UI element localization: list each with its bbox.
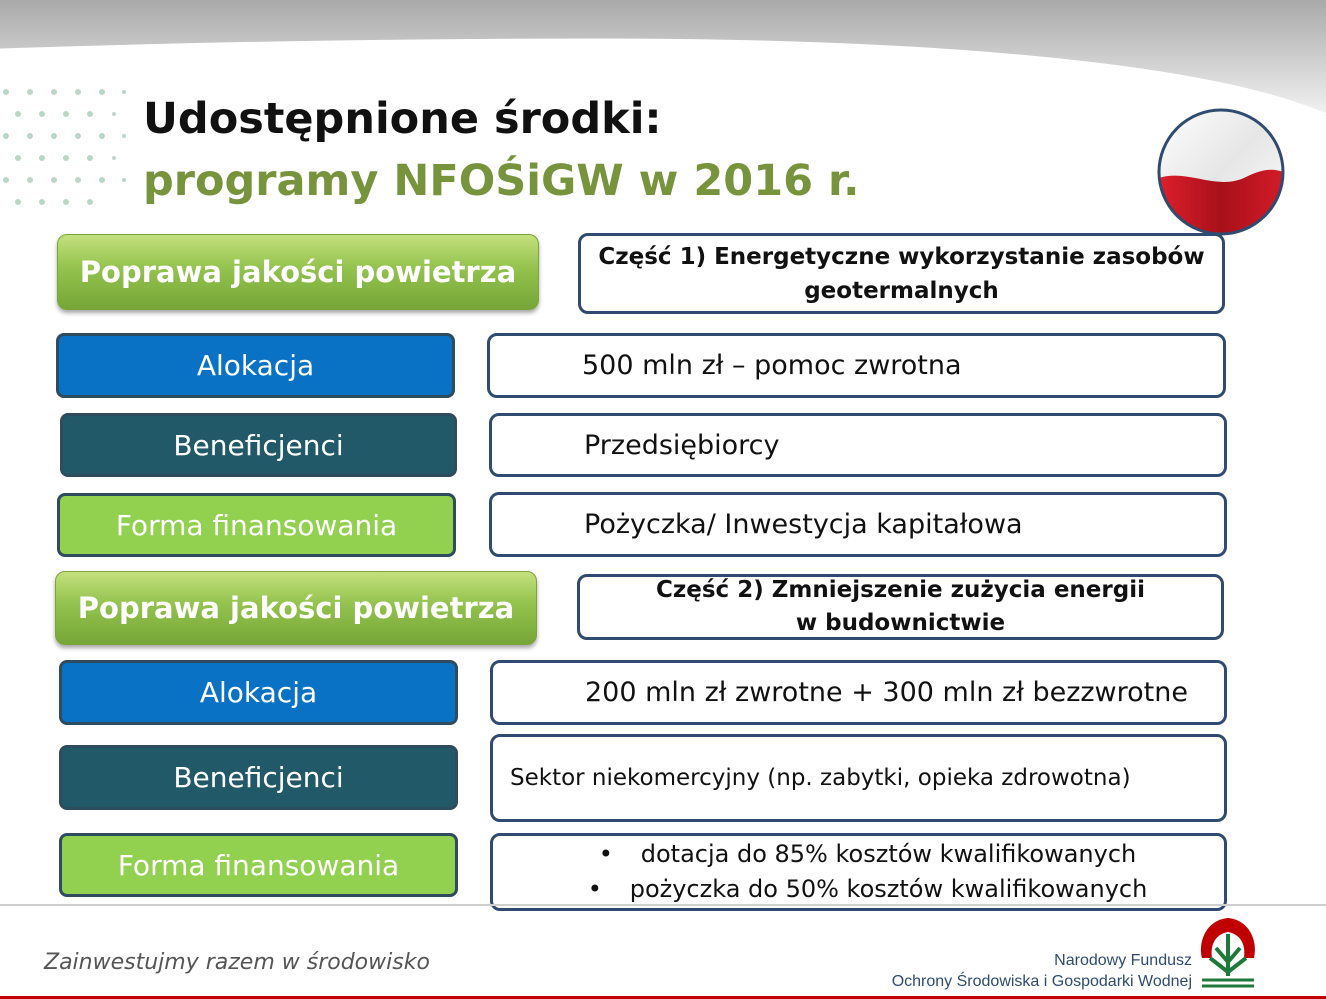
part2-heading-line2: w budownictwie bbox=[795, 610, 1006, 636]
footer-slogan: Zainwestujmy razem w środowisko bbox=[44, 950, 430, 975]
footer-divider bbox=[0, 904, 1326, 906]
page-title: Udostępnione środki: bbox=[143, 94, 662, 144]
part1-beneficjenci-label: Beneficjenci bbox=[60, 413, 457, 477]
part1-heading-box bbox=[578, 233, 1225, 314]
polish-flag-icon bbox=[1156, 107, 1286, 237]
part2-beneficjenci-label: Beneficjenci bbox=[59, 745, 458, 810]
part2-alokacja-value: 200 mln zł zwrotne + 300 mln zł bezzwrotne bbox=[490, 660, 1227, 725]
part2-beneficjenci-value: Sektor niekomercyjny (np. zabytki, opieka zdrowotna) bbox=[490, 734, 1227, 822]
bullet-item: • pożyczka do 50% kosztów kwalifikowanych bbox=[587, 875, 1148, 903]
part2-forma-value bbox=[490, 833, 1227, 911]
bullet-item: • dotacja do 85% kosztów kwalifikowanych bbox=[598, 840, 1137, 868]
part1-forma-value: Pożyczka/ Inwestycja kapitałowa bbox=[489, 492, 1227, 557]
part1-beneficjenci-value: Przedsiębiorcy bbox=[489, 413, 1227, 477]
part2-section-button[interactable]: Poprawa jakości powietrza bbox=[55, 571, 537, 645]
part1-alokacja-label: Alokacja bbox=[56, 333, 455, 398]
decorative-dots bbox=[0, 88, 130, 218]
nfosigw-tree-logo-icon bbox=[1196, 914, 1260, 990]
part2-alokacja-label: Alokacja bbox=[59, 660, 458, 725]
page-subtitle: programy NFOŚiGW w 2016 r. bbox=[143, 156, 860, 206]
part1-heading-line2: geotermalnych bbox=[804, 277, 999, 304]
part1-section-button[interactable]: Poprawa jakości powietrza bbox=[57, 234, 539, 310]
part2-forma-label: Forma finansowania bbox=[59, 833, 458, 897]
part2-heading-line1: Część 2) Zmniejszenie zużycia energii bbox=[656, 577, 1145, 603]
part1-forma-label: Forma finansowania bbox=[57, 493, 456, 557]
part1-alokacja-value: 500 mln zł – pomoc zwrotna bbox=[487, 333, 1226, 398]
footer-org-name: Narodowy Fundusz Ochrony Środowiska i Gospodarki Wodnej bbox=[891, 952, 1192, 990]
part2-heading-box bbox=[577, 574, 1224, 640]
part1-heading-line1: Część 1) Energetyczne wykorzystanie zasobów bbox=[598, 243, 1205, 270]
